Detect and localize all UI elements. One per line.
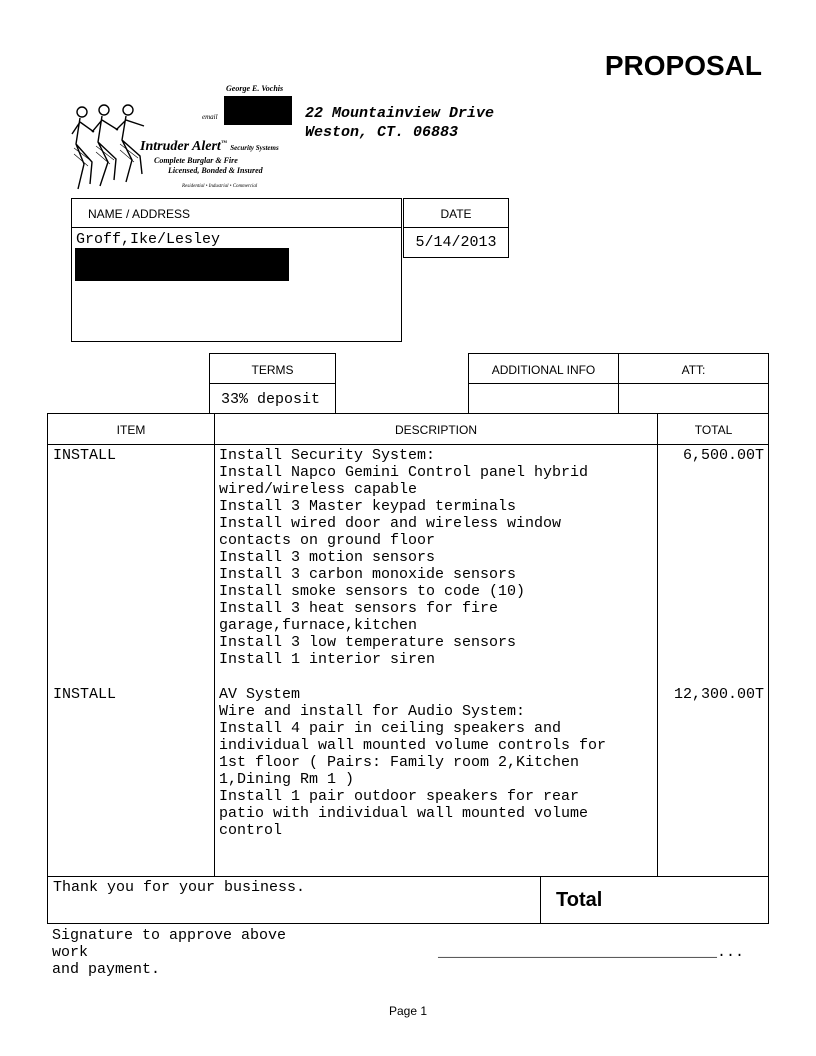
table-row-total: 6,500.00T (682, 447, 764, 464)
running-figures-icon (70, 104, 148, 194)
additional-info-label: ADDITIONAL INFO (491, 363, 596, 377)
document-title: PROPOSAL (604, 50, 762, 81)
description-column-header: DESCRIPTION (394, 423, 477, 437)
company-logo (70, 84, 300, 196)
contact-name: George E. Vochis (226, 84, 284, 93)
att-label: ATT: (681, 363, 706, 377)
customer-name: Groff,Ike/Lesley (76, 231, 221, 248)
table-row-item: INSTALL (53, 447, 117, 464)
terms-body (209, 383, 336, 414)
brand-name (140, 139, 279, 155)
email-redaction (224, 96, 292, 110)
additional-info-header (468, 353, 619, 384)
tagline-2: Licensed, Bonded & Insured (168, 166, 263, 175)
brand-tm: ™ (220, 140, 227, 147)
table-row-item: INSTALL (53, 686, 117, 703)
date-header (403, 198, 509, 228)
company-address (305, 104, 494, 142)
thank-you-text: Thank you for your business. (53, 879, 306, 896)
total-column-header: TOTAL (694, 423, 733, 437)
name-address-label: NAME / ADDRESS (88, 207, 191, 221)
terms-value: 33% deposit (221, 391, 321, 408)
address-redaction (75, 248, 289, 281)
table-header-divider (48, 444, 768, 445)
att-header (618, 353, 769, 384)
total-label: Total (556, 889, 603, 911)
address-line-2: Weston, CT. 06883 (305, 124, 459, 141)
att-body (618, 383, 769, 414)
date-value: 5/14/2013 (415, 234, 497, 251)
signature-instructions: Signature to approve above work and payment. (52, 927, 287, 978)
terms-header (209, 353, 336, 384)
table-row-description: AV System Wire and install for Audio System: Install 4 pair in ceiling speakers and individual wall mounted volume controls for 1st floor ( Pairs: Family room 2,Kitchen 1,Dining Rm 1 ) Install 1 pair outdoor speakers for rear patio with individual wall mounted volume control (219, 686, 607, 839)
email-label: email (202, 113, 218, 121)
footer-total-box (540, 876, 769, 924)
tagline-1: Complete Burglar & Fire (154, 156, 238, 165)
table-row-total: 12,300.00T (673, 686, 764, 703)
items-table (47, 413, 769, 877)
terms-label: TERMS (251, 363, 294, 377)
brand-name-text: Intruder Alert (140, 139, 221, 154)
item-column-header: ITEM (116, 423, 146, 437)
column-divider (657, 414, 658, 876)
address-line-1: 22 Mountainview Drive (305, 105, 495, 122)
signature-line[interactable]: _______________________________... (438, 944, 745, 961)
footer-thank-you-box (47, 876, 541, 924)
email-redaction (224, 109, 292, 125)
column-divider (214, 414, 215, 876)
date-label: DATE (440, 207, 472, 221)
additional-info-body (468, 383, 619, 414)
name-address-body (71, 227, 402, 342)
page-number: Page 1 (388, 1004, 428, 1018)
tagline-3: Residential • Industrial • Commercial (182, 184, 258, 189)
brand-subtitle: Security Systems (230, 144, 279, 152)
table-row-description: Install Security System: Install Napco Gemini Control panel hybrid wired/wireless capable Install 3 Master keypad terminals Install wired door and wireless window contacts on ground floor Install 3 motion sensors Install 3 carbon monoxide sensors Install smoke sensors to code (10) Install 3 heat sensors for fire garage,furnace,kitchen Install 3 low temperature sensors Install 1 interior siren (219, 447, 589, 668)
name-address-header (71, 198, 402, 228)
date-body (403, 227, 509, 258)
